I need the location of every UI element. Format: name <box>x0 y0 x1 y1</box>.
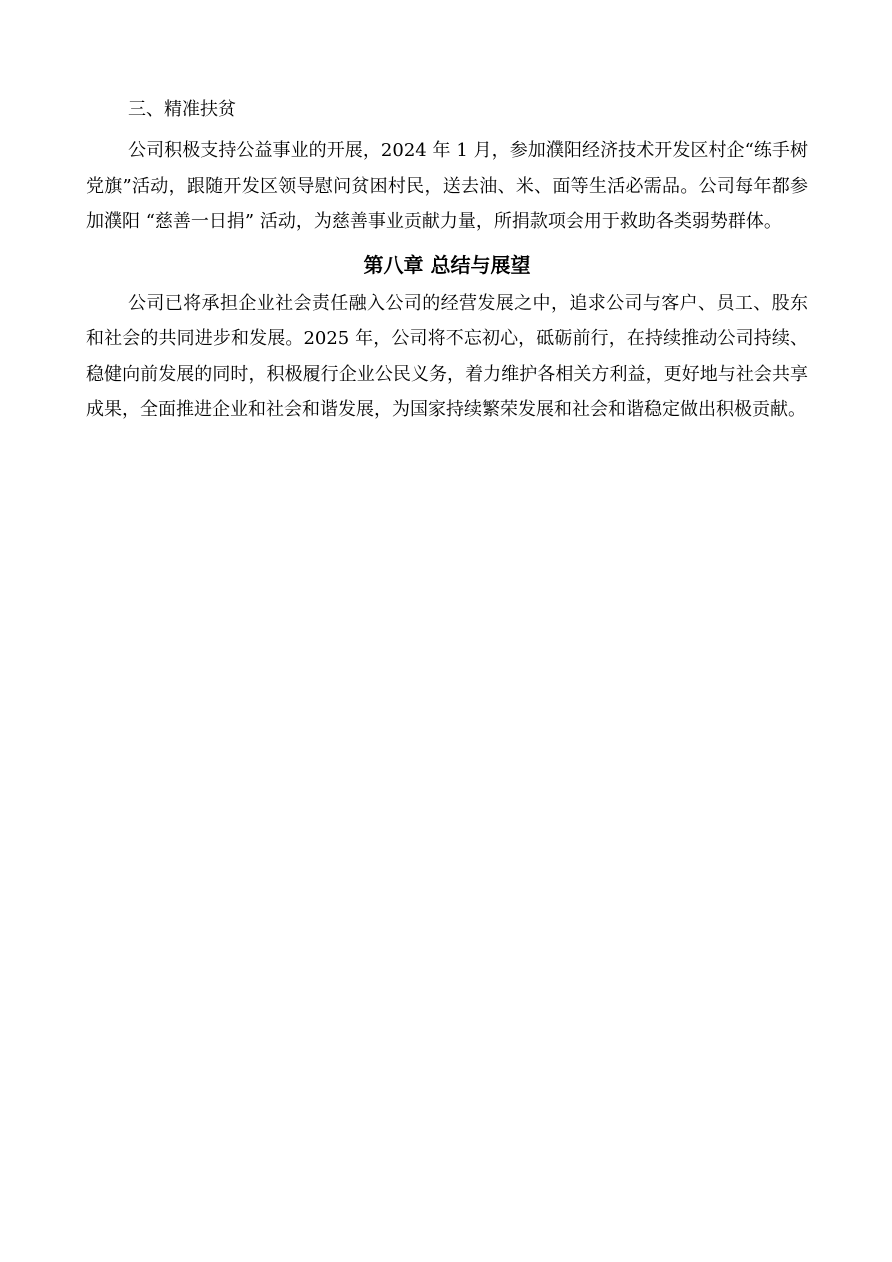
section-paragraph: 公司积极支持公益事业的开展，2024 年 1 月，参加濮阳经济技术开发区村企“练手树党旗”活动，跟随开发区领导慰问贫困村民，送去油、米、面等生活必需品。公司每年都参加濮阳 “慈善一日捐” 活动，为慈善事业贡献力量，所捐款项会用于救助各类弱势群体。 <box>86 140 808 232</box>
page-content <box>86 92 808 428</box>
chapter-title: 第八章 总结与展望 <box>363 252 531 277</box>
chapter-paragraph: 公司已将承担企业社会责任融入公司的经营发展之中，追求公司与客户、员工、股东和社会的共同进步和发展。2025 年，公司将不忘初心，砥砺前行，在持续推动公司持续、稳健向前发展的同时，积极履行企业公民义务，着力维护各相关方利益，更好地与社会共享成果，全面推进企业和社会和谐发展，为国家持续繁荣发展和社会和谐稳定做出积极贡献。 <box>86 292 808 420</box>
section-heading: 三、精准扶贫 <box>128 99 236 120</box>
